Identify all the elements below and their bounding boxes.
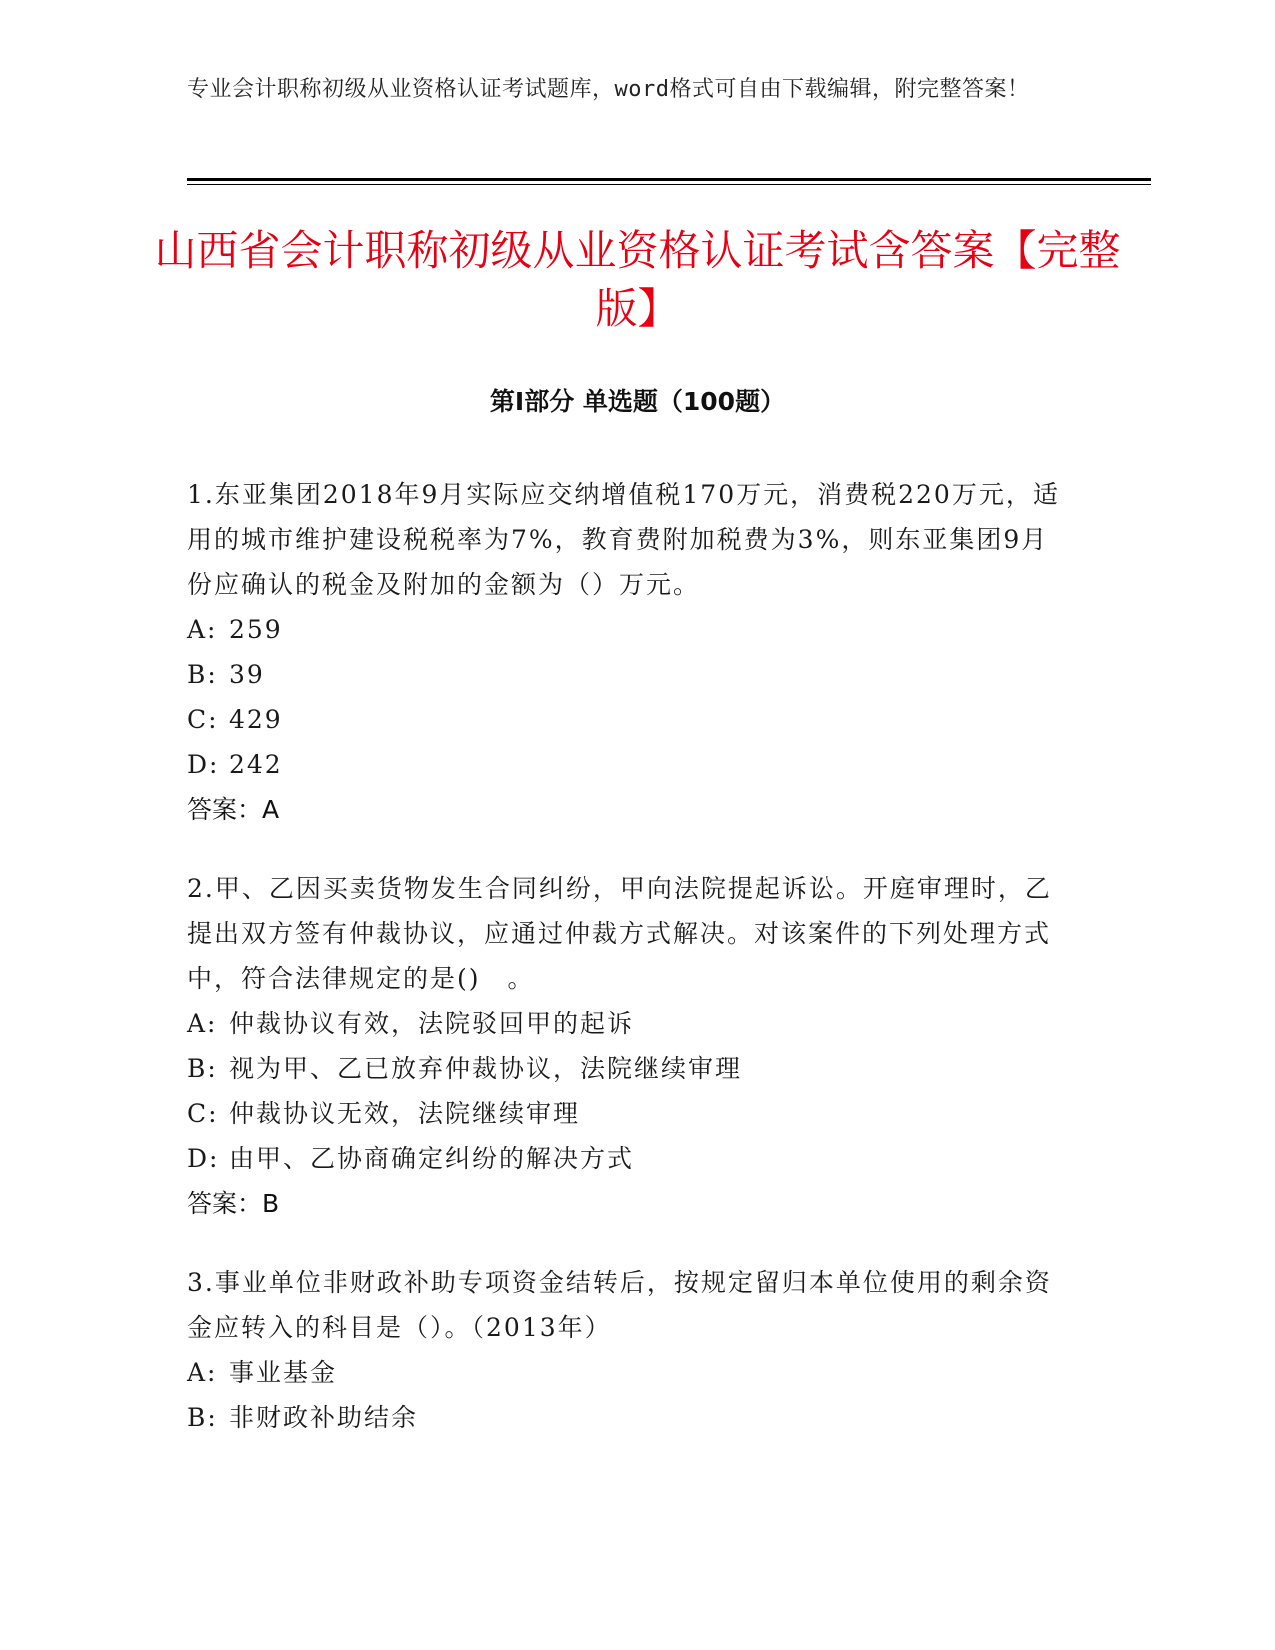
- option-text: 仲裁协议有效，法院驳回甲的起诉: [229, 1009, 635, 1038]
- header-note: 专业会计职称初级从业资格认证考试题库，word格式可自由下载编辑，附完整答案！: [187, 77, 1030, 102]
- option-text: 仲裁协议无效，法院继续审理: [229, 1099, 581, 1128]
- option-b: [187, 652, 1067, 697]
- option-key: B:: [187, 1054, 218, 1083]
- option-text: 429: [229, 705, 283, 734]
- section-title: 第Ⅰ部分 单选题（100题）: [489, 387, 786, 416]
- question-stem: 1.东亚集团2018年9月实际应交纳增值税170万元，消费税220万元，适用的城市维护建设税税率为7%，教育费附加税费为3%，则东亚集团9月份应确认的税金及附加的金额为（）万元。: [187, 480, 1060, 599]
- answer: 答案：B: [187, 1189, 280, 1218]
- option-key: A:: [187, 1009, 218, 1038]
- option-a: [187, 607, 1067, 652]
- option-text: 242: [229, 750, 283, 779]
- option-d: [187, 1136, 1067, 1181]
- answer: 答案：A: [187, 795, 280, 824]
- option-c: [187, 1091, 1067, 1136]
- option-key: C:: [187, 705, 219, 734]
- option-a: [187, 1350, 1067, 1395]
- option-key: A:: [187, 1358, 218, 1387]
- option-c: [187, 697, 1067, 742]
- question-3: [187, 1260, 1067, 1440]
- option-key: D:: [187, 1144, 220, 1173]
- question-2: [187, 866, 1067, 1226]
- question-stem: 2.甲、乙因买卖货物发生合同纠纷，甲向法院提起诉讼。开庭审理时，乙提出双方签有仲裁协议，应通过仲裁方式解决。对该案件的下列处理方式中，符合法律规定的是() 。: [187, 874, 1052, 993]
- option-b: [187, 1395, 1067, 1440]
- option-key: C:: [187, 1099, 219, 1128]
- option-key: A:: [187, 615, 218, 644]
- header-divider-thin: [187, 184, 1151, 185]
- option-d: [187, 742, 1067, 787]
- option-text: 视为甲、乙已放弃仲裁协议，法院继续审理: [229, 1054, 743, 1083]
- option-text: 非财政补助结余: [229, 1403, 419, 1432]
- option-text: 259: [229, 615, 283, 644]
- question-stem: 3.事业单位非财政补助专项资金结转后，按规定留归本单位使用的剩余资金应转入的科目是（）。（2013年）: [187, 1268, 1052, 1342]
- option-text: 事业基金: [229, 1358, 338, 1387]
- option-text: 39: [229, 660, 265, 689]
- option-a: [187, 1001, 1067, 1046]
- option-key: B:: [187, 660, 218, 689]
- option-key: D:: [187, 750, 220, 779]
- question-1: [187, 472, 1067, 832]
- option-text: 由甲、乙协商确定纠纷的解决方式: [229, 1144, 635, 1173]
- option-key: B:: [187, 1403, 218, 1432]
- header-divider-thick: [187, 178, 1151, 181]
- option-b: [187, 1046, 1067, 1091]
- document-title: 山西省会计职称初级从业资格认证考试含答案【完整版】: [154, 226, 1121, 333]
